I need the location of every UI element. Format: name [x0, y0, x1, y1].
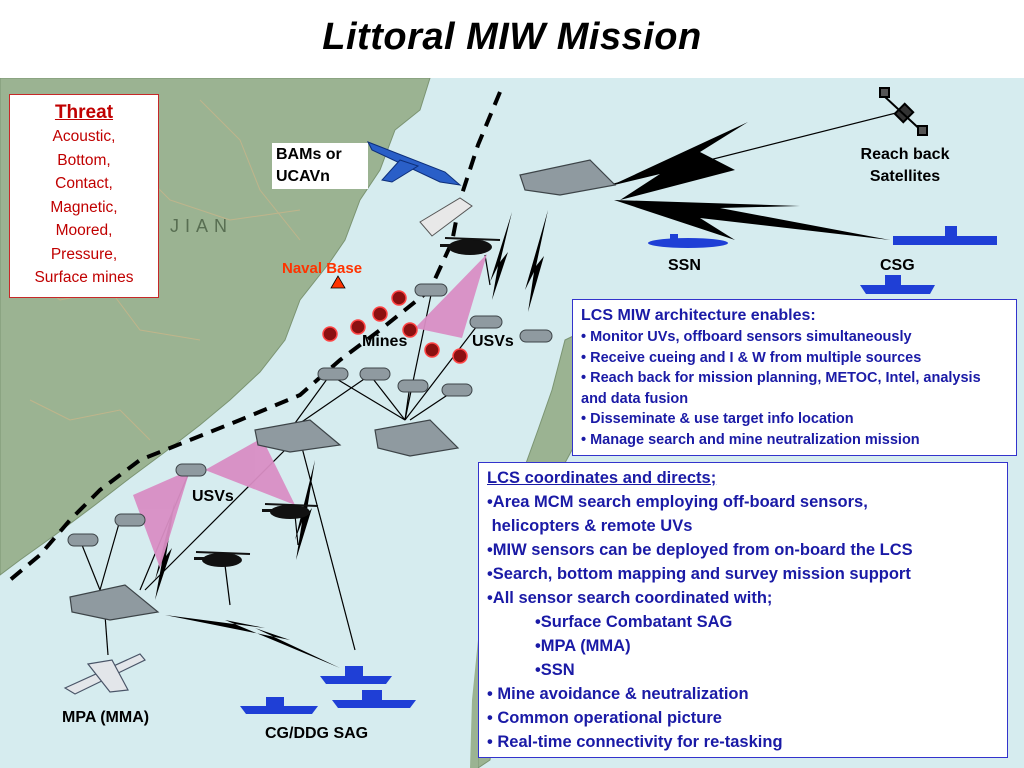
coordination-item: •Search, bottom mapping and survey mission support [487, 565, 911, 583]
usvs-top-label: USVs [472, 333, 514, 350]
coordination-sub-item: •Surface Combatant SAG [535, 613, 733, 631]
usv [470, 316, 502, 328]
usv [360, 368, 390, 380]
threat-item: Moored, [55, 222, 113, 239]
coordination-item: •Area MCM search employing off-board sensors, [487, 493, 868, 511]
page-title: Littoral MIW Mission [322, 16, 702, 58]
threat-item: Acoustic, [52, 128, 116, 145]
naval-base-label: Naval Base [282, 260, 363, 277]
escort-ship [860, 285, 935, 294]
threat-box [9, 94, 159, 298]
coordination-item: • Mine avoidance & neutralization [487, 685, 749, 703]
threat-item: Surface mines [34, 269, 134, 286]
coordination-item: • Common operational picture [487, 709, 722, 727]
architecture-title: LCS MIW architecture enables: [581, 307, 816, 324]
svg-text:JIAN: JIAN [170, 216, 234, 236]
coordination-item: •MIW sensors can be deployed from on-board the LCS [487, 541, 913, 559]
ssn-label: SSN [668, 257, 701, 274]
coordination-title: LCS coordinates and directs; [487, 469, 717, 487]
mine [392, 291, 406, 305]
csg-label: CSG [880, 257, 915, 274]
usvs-left-label: USVs [192, 488, 234, 505]
mpa-label: MPA (MMA) [62, 709, 150, 726]
usv [398, 380, 428, 392]
bams-label: BAMs or UCAVn [272, 143, 368, 189]
coordination-item: helicopters & remote UVs [487, 517, 693, 535]
usv [115, 514, 145, 526]
mine [351, 320, 365, 334]
mine [323, 327, 337, 341]
usv [442, 384, 472, 396]
mine [453, 349, 467, 363]
threat-title: Threat [54, 102, 114, 123]
architecture-item: • Receive cueing and I & W from multiple sources [581, 349, 922, 366]
architecture-box [572, 299, 1017, 456]
usv [68, 534, 98, 546]
architecture-item: • Manage search and mine neutralization mission [581, 431, 920, 448]
threat-item: Magnetic, [50, 198, 118, 216]
coordination-item: •All sensor search coordinated with; [487, 589, 773, 607]
carrier [893, 236, 997, 245]
surface-ship [320, 676, 392, 684]
architecture-item: • Disseminate & use target info location [581, 411, 854, 427]
mine [373, 307, 387, 321]
architecture-item: • Monitor UVs, offboard sensors simultaneously [581, 329, 912, 345]
usv [176, 464, 206, 476]
threat-item: Bottom, [57, 151, 111, 169]
threat-item: Pressure, [50, 245, 118, 263]
coordination-sub-item: •MPA (MMA) [535, 637, 631, 655]
surface-ship [240, 706, 318, 714]
surface-ship [332, 700, 416, 708]
architecture-item: • Reach back for mission planning, METOC, Intel, analysis and data fusion [581, 370, 981, 407]
usv [415, 284, 447, 296]
usv [318, 368, 348, 380]
coordination-sub-item: •SSN [535, 661, 575, 679]
reach-back-label: Reach back Satellites [860, 146, 950, 185]
threat-item: Contact, [55, 175, 113, 192]
mine [425, 343, 439, 357]
mines-label: Mines [362, 333, 408, 350]
coordination-item: • Real-time connectivity for re-tasking [487, 733, 783, 751]
cgddg-label: CG/DDG SAG [265, 725, 369, 742]
usv [520, 330, 552, 342]
coordination-box [478, 462, 1008, 758]
